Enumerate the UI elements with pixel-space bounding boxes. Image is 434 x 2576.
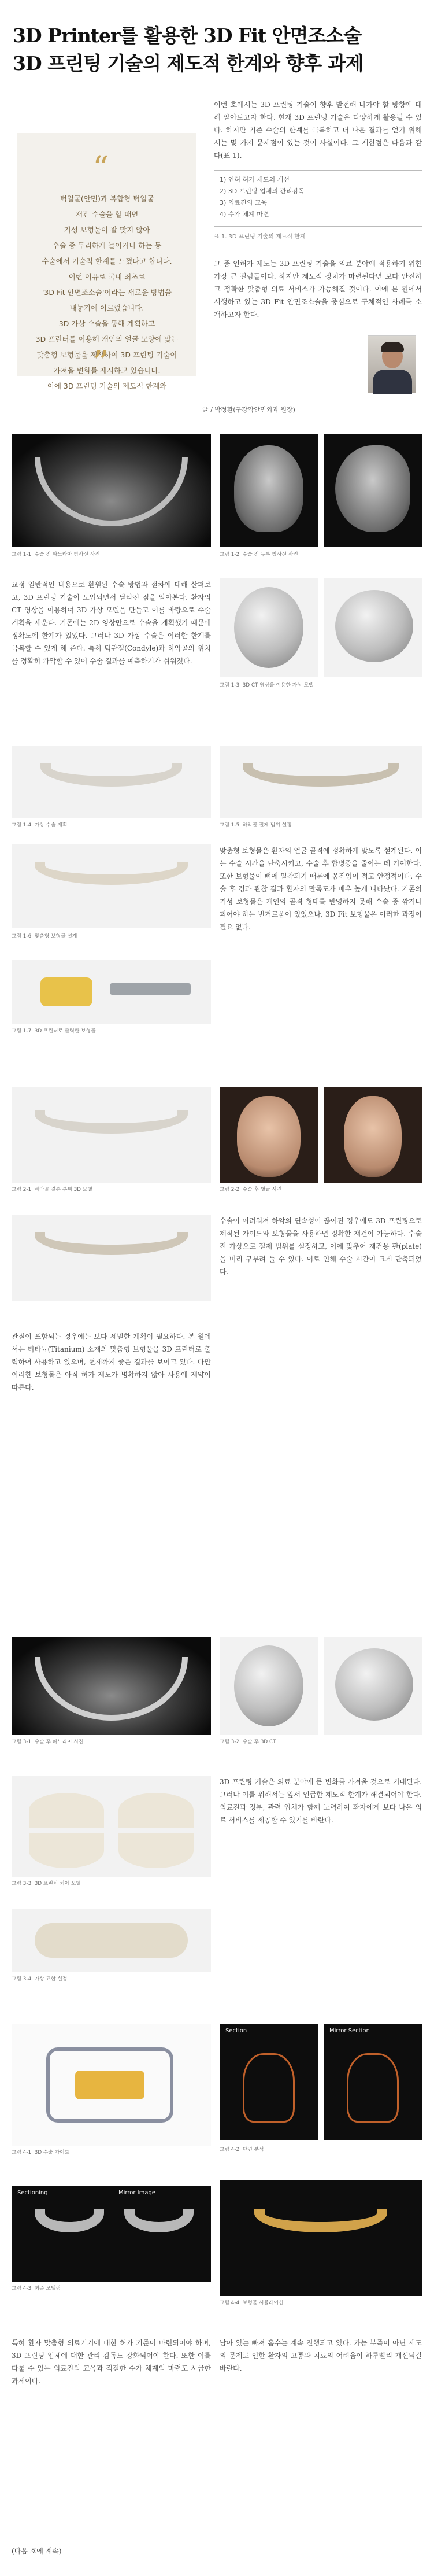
- surgical-guide-image: [12, 2024, 211, 2146]
- mirror-section-panel-image: [324, 2024, 422, 2140]
- quote-line: 수술 중 무리하게 늘이거나 하는 등: [52, 241, 162, 250]
- figure-caption: 그림 1-1. 수술 전 파노라마 방사선 사진: [12, 552, 100, 558]
- postop-3dct-front-image: [220, 1637, 318, 1735]
- limitations-table: [214, 170, 422, 227]
- figure-caption: 그림 4-1. 3D 수술 가이드: [12, 2150, 70, 2156]
- figure-caption: 그림 2-2. 수술 후 얼굴 사진: [220, 1187, 282, 1193]
- implant-simulation-image: [220, 2180, 422, 2296]
- mandible-resection-image: [12, 844, 211, 928]
- body-column: 3D 프린팅 기술은 의료 분야에 큰 변화를 가져올 것으로 기대된다. 그러나 이를 위해서는 앞서 언급한 제도적 한계가 해결되어야 한다. 의료진과 정부, 관련 업체가 함께 노력하여 환자에게 보다 나은 의료 서비스를 제공할 수 있기를 바란다.: [220, 1778, 422, 1824]
- limitation-item: 1) 인허 허가 제도의 개선: [220, 176, 290, 183]
- intro-paragraph: 이번 호에서는 3D 프린팅 기술이 향후 발전해 나가야 할 방향에 대해 알아보고자 한다. 현재 3D 프린팅 기술은 다양하게 활용될 수 있다. 하지만 기존 수술의 한계를 극복하고 더 나은 결과를 얻기 위해서는 몇 가지 문제점이 있는 것이 사실이다. 그 제한점은 다음과 같다(표 1).: [214, 101, 422, 160]
- figure-caption: 그림 3-4. 가상 교합 설정: [12, 1976, 68, 1982]
- closing-paragraph: 남아 있는 빠져 흡수는 계속 진행되고 있다. 가능 부족이 아닌 제도의 문제로 인한 환자의 고통과 치료의 어려움이 하루빨리 개선되길 바란다.: [220, 2339, 422, 2372]
- mandible-reconstruction-image: [12, 1215, 211, 1301]
- quote-line: 이런 이유로 국내 최초로: [68, 272, 146, 281]
- figure-caption: 그림 3-3. 3D 프린팅 치아 모델: [12, 1881, 81, 1887]
- open-quote-icon: “: [92, 150, 109, 187]
- author-photo: [368, 335, 416, 393]
- mirror-section-label: Mirror Section: [329, 2028, 370, 2034]
- postop-face-lateral-image: [324, 1087, 422, 1183]
- article-title: [0, 0, 434, 77]
- quote-line: 3D 가상 수술을 통해 계획하고: [58, 319, 155, 328]
- skull-pa-xray-image: [220, 434, 318, 547]
- limitation-item: 2) 3D 프린팅 업체의 관리감독: [220, 187, 305, 195]
- quote-line: 턱얼굴(안면)과 복합형 턱얼굴: [60, 194, 154, 203]
- printed-implant-image: [12, 960, 211, 1024]
- author-name: 글 / 박정환(구강악안면외과 원장): [202, 406, 295, 414]
- quote-line: '3D Fit 안면조소술'이라는 새로운 방법을: [42, 288, 172, 297]
- sectioning-panel-image: [12, 2186, 211, 2282]
- skull-3d-lateral-image: [324, 578, 422, 677]
- virtual-occlusion-image: [12, 1909, 211, 1972]
- figure-caption: 그림 1-3. 3D CT 영상을 이용한 가상 모델: [220, 682, 314, 688]
- body-column: 특히 환자 맞춤형 의료기기에 대한 허가 기준이 마련되어야 하며, 3D 프린팅 업체에 대한 관리 감독도 강화되어야 한다. 또한 이를 다룰 수 있는 의료진의 교육과 적절한 수가 체계의 마련도 시급한 과제이다.: [12, 2339, 211, 2385]
- quote-line: 수술에서 기술적 한계를 느꼈다고 합니다.: [42, 257, 172, 265]
- title-line-2: 3D 프린팅 기술의 제도적 한계와 향후 과제: [13, 52, 363, 75]
- table-caption: 표 1. 3D 프린팅 기술의 제도적 한계: [214, 234, 306, 240]
- intro-paragraph-2: 그 중 인허가 제도는 3D 프린팅 기술을 의료 분야에 적용하기 위한 가장 큰 걸림돌이다. 하지만 제도적 장치가 마련된다면 보다 안전하고 정확한 맞춤형 의료 서비스가 가능해질 것이다. 이에 본 원에서 시행하고 있는 3D Fit 안면조소술을 중심으로 구체적인 사례를 소개하고자 한다.: [214, 260, 422, 319]
- dental-model-image: [12, 1776, 211, 1877]
- limitation-item: 4) 수가 체계 마련: [220, 211, 269, 218]
- mirror-image-label: Mirror Image: [118, 2190, 155, 2196]
- end-note: (다음 호에 계속): [12, 2547, 62, 2555]
- quote-line: 가져올 변화를 제시하고 있습니다.: [53, 366, 161, 375]
- quote-line: 재건 수술을 할 때면: [75, 210, 139, 219]
- quote-line: 기성 보형물이 잘 맞지 않아: [64, 226, 150, 234]
- pull-quote: [17, 133, 196, 390]
- close-quote-icon: ”: [92, 344, 109, 382]
- postop-3dct-lateral-image: [324, 1637, 422, 1735]
- mandible-plan-image: [220, 746, 422, 818]
- panoramic-xray-image: [12, 434, 211, 547]
- section-label: Section: [225, 2028, 247, 2034]
- figure-caption: 그림 3-2. 수술 후 3D CT: [220, 1739, 276, 1745]
- quote-line: 3D 프린터를 이용해 개인의 얼굴 모양에 맞는: [35, 335, 179, 344]
- figure-caption: 그림 1-7. 3D 프린터로 출력한 보형물: [12, 1028, 96, 1034]
- title-line-1: 3D Printer를 활용한 3D Fit 안면조소술: [13, 24, 362, 47]
- mandible-defect-3d-image: [12, 1087, 211, 1183]
- body-column: 교정 일반적인 내용으로 환원된 수술 방법과 절차에 대해 살펴보고, 3D 프린팅 기술이 도입되면서 달라진 점을 알아본다. 환자의 CT 영상을 이용하여 3D 가상 모델을 만들고 이를 바탕으로 수술 계획을 세운다. 기존에는 2D 영상만으로 수술을 계획했기 때문에 정확도에 한계가 있었다. 그러나 3D 가상 수술은 이러한 한계를 극복할 수 있게 해 준다. 특히 턱관절(Condyle)과 하악골의 위치를 정확히 파악할 수 있어 수술 결과를 예측하기가 쉬워졌다.: [12, 581, 211, 665]
- quote-line: 이에 3D 프린팅 기술의 제도적 한계와: [47, 382, 167, 390]
- figure-caption: 그림 4-3. 최종 모델링: [12, 2286, 61, 2291]
- figure-caption: 그림 3-1. 수술 후 파노라마 사진: [12, 1739, 84, 1745]
- section-panel-image: [220, 2024, 318, 2140]
- quote-line: 내놓기에 이르렀습니다.: [69, 304, 144, 312]
- body-column: 맞춤형 보형물은 환자의 얼굴 골격에 정확하게 맞도록 설계된다. 이는 수술 시간을 단축시키고, 수술 후 합병증을 줄이는 데 기여한다. 또한 보형물이 뼈에 밀착되기 때문에 움직임이 적고 안정적이다. 수술 후 경과 관찰 결과 환자의 만족도가 매우 높게 나타났다. 기존의 기성 보형물은 개인의 골격 형태를 반영하지 못해 수술 중 깎거나 휘어야 하는 번거로움이 있었으나, 3D Fit 보형물은 이러한 과정이 필요 없다.: [220, 847, 422, 931]
- figure-caption: 그림 1-4. 가상 수술 계획: [12, 822, 68, 828]
- skull-lateral-xray-image: [324, 434, 422, 547]
- figure-caption: 그림 2-1. 하악골 결손 부위 3D 모델: [12, 1187, 92, 1193]
- postop-panoramic-image: [12, 1637, 211, 1735]
- quote-line: 맞춤형 보형물을 제작하여 3D 프린팅 기술이: [36, 350, 177, 359]
- postop-face-front-image: [220, 1087, 318, 1183]
- author-block: [202, 324, 422, 414]
- figure-caption: 그림 1-6. 맞춤형 보형물 설계: [12, 933, 77, 939]
- figure-caption: 그림 4-2. 단면 분석: [220, 2147, 264, 2153]
- figure-caption: 그림 4-4. 보형물 시뮬레이션: [220, 2300, 284, 2306]
- body-column: 수술이 어려워져 하악의 연속성이 끊어진 경우에도 3D 프린팅으로 제작된 가이드와 보형물을 사용하면 정확한 재건이 가능하다. 수술 전 가상으로 절제 범위를 설정하고, 이에 맞추어 재건용 판(plate)을 미리 구부려 둘 수 있다. 이로 인해 수술 시간이 크게 단축되었다.: [220, 1217, 422, 1276]
- sectioning-label: Sectioning: [17, 2190, 48, 2196]
- figure-caption: 그림 1-5. 하악골 절제 범위 설정: [220, 822, 292, 828]
- mandible-3d-image: [12, 746, 211, 818]
- limitation-item: 3) 의료진의 교육: [220, 199, 268, 206]
- figure-caption: 그림 1-2. 수술 전 두부 방사선 사진: [220, 552, 298, 558]
- intro-text-column: [214, 98, 422, 321]
- skull-3d-front-image: [220, 578, 318, 677]
- body-column: 관절이 포함되는 경우에는 보다 세밀한 계획이 필요하다. 본 원에서는 티타늄(Titanium) 소재의 맞춤형 보형물을 3D 프린터로 출력하여 사용하고 있으며, 현재까지 좋은 결과를 보이고 있다. 다만 이러한 보형물은 아직 허가 제도가 명확하지 않아 사용에 제약이 따른다.: [12, 1333, 211, 1392]
